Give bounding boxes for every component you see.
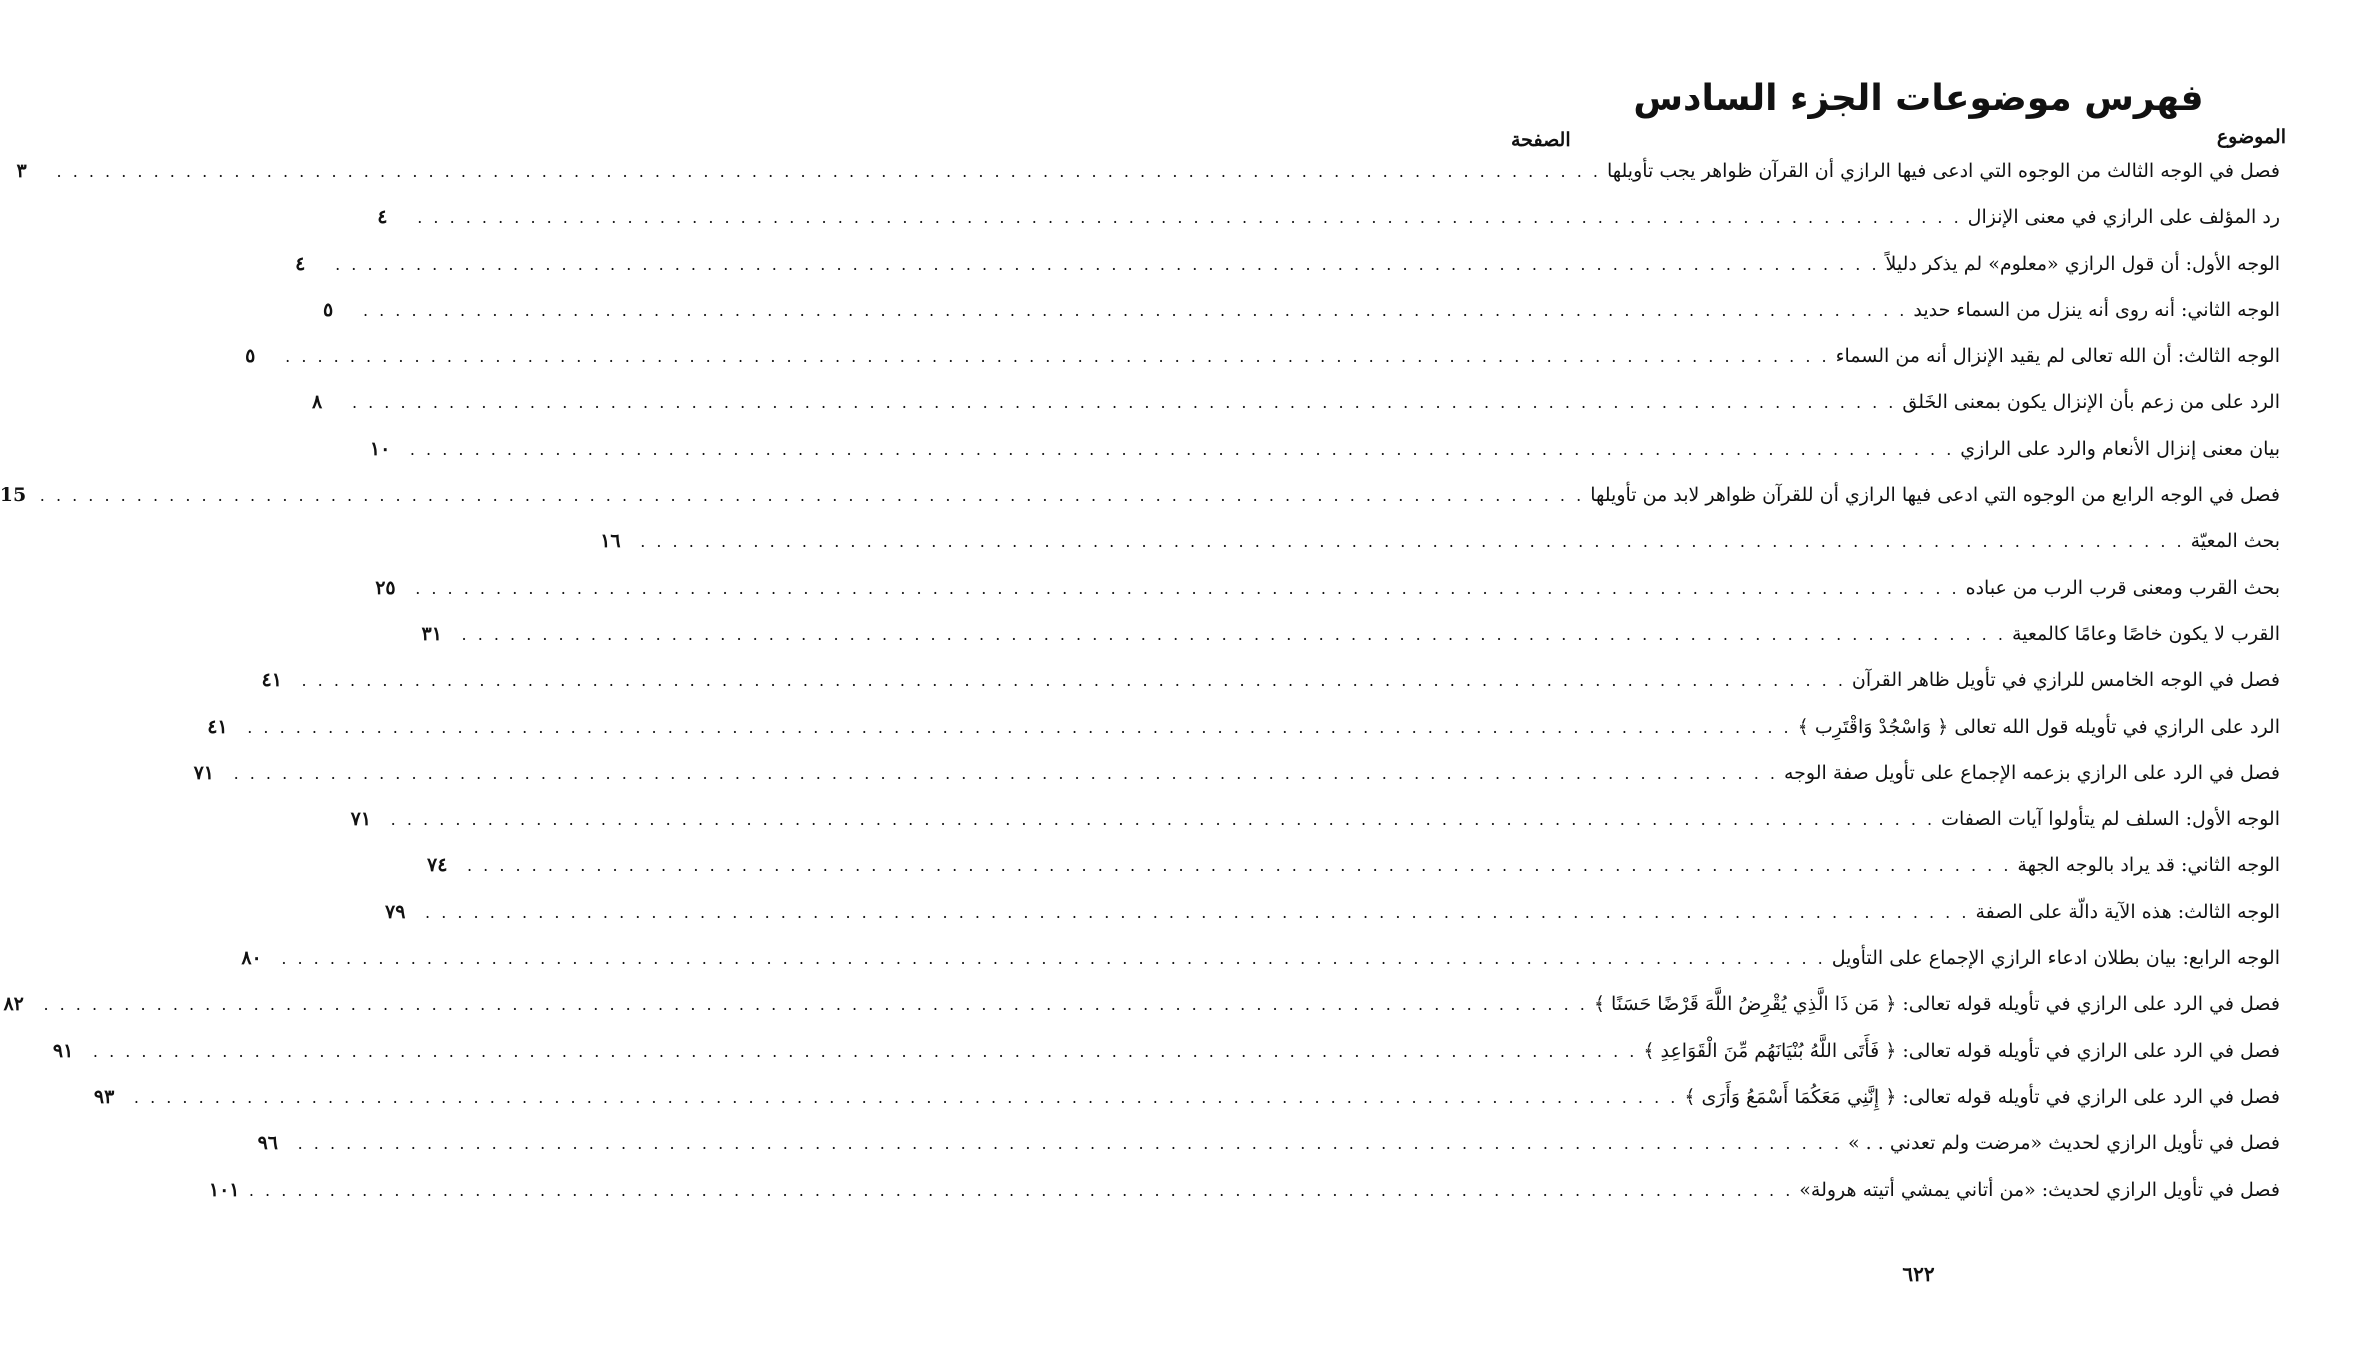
toc-entry-text: رد المؤلف على الرازي في معنى الإنزال [1967,206,2280,229]
toc-entry-page: ٤ [295,252,306,275]
toc-entry [600,530,2280,576]
toc-entry-text: الرد على الرازي في تأويله قول الله تعالى ﴿ وَاسْجُدْ وَاقْتَرِب ﴾ [1797,715,2280,738]
toc-entry-page: ٣١ [421,622,442,645]
dot-leader [298,1134,1842,1153]
dot-leader [462,625,2006,644]
toc-entry-text: الوجه الأول: السلف لم يتأولوا آيات الصفات [1941,808,2280,831]
dot-leader [363,301,1907,320]
toc-entry-page: ٩٣ [93,1085,115,1108]
dot-leader [415,579,1959,598]
topic-column-header: الموضوع [2216,126,2286,148]
toc-entry-text: فصل في تأويل الرازي لحديث: «من أتاني يمشي أتيته هرولة» [1799,1178,2280,1201]
page-number: ٦٢٢ [1902,1262,1935,1286]
toc-entry-text: فصل في الرد على الرازي في تأويله قوله تعالى: ﴿ فَأَتَى اللَّهُ بُنْيَانَهُم مِّنَ الْقَوَاعِدِ ﴾ [1643,1039,2280,1062]
toc-entry [207,715,2280,762]
toc-entry-page: ٥ [322,298,334,321]
dot-leader [352,393,1896,412]
toc-entry-page: ٤١ [261,669,282,692]
toc-entry-page: ٣ [16,160,27,182]
dot-leader [234,764,1778,783]
toc-entry [208,1178,2280,1225]
toc-entry-page: ١٠١ [208,1178,240,1201]
dot-leader [417,208,1961,227]
toc-entry-page: ٧١ [193,761,214,784]
toc-entry [16,160,2280,206]
toc-entry-text: الوجه الثالث: أن الله تعالى لم يقيد الإنزال أنه من السماء [1835,345,2280,368]
toc-entry-text: الرد على من زعم بأن الإنزال يكون بمعنى الخَلق [1902,391,2280,414]
toc-entry [375,576,2280,623]
dot-leader [40,486,1584,505]
toc-entry-page: ٩١ [52,1039,74,1062]
toc-entry-page: ١٦ [600,530,621,553]
toc-entry [52,1039,2280,1086]
dot-leader [249,1181,1793,1200]
toc-entry [245,345,2280,391]
dot-leader [93,1042,1637,1061]
dot-leader [281,949,1825,968]
toc-entry [241,947,2280,993]
dot-leader [302,671,1846,690]
toc-entry [0,484,2280,530]
toc-entry-text: فصل في الرد على الرازي في تأويله قوله تعالى: ﴿ مَن ذَا الَّذِي يُقْرِضُ اللَّهَ قَرْضًا حَسَنًا ﴾ [1593,993,2280,1016]
toc-entry-text: الوجه الثاني: أنه روى أنه ينزل من السماء حديد [1913,298,2280,321]
toc-entry [426,854,2280,900]
toc-entry [261,669,2280,715]
table-of-contents [0,160,2280,1225]
toc-entry [257,1132,2280,1178]
toc-entry-text: فصل في الوجه الثالث من الوجوه التي ادعى فيها الرازي أن القرآن ظواهر يجب تأويلها [1606,160,2280,182]
toc-entry-page: ٤ [377,206,388,229]
toc-entry-page: ٨٠ [241,947,262,970]
toc-entry-page: ٩٦ [257,1132,279,1155]
toc-entry [193,761,2280,808]
toc-entry-page: ٧١ [350,808,372,831]
page-title: فهرس موضوعات الجزء السادس [1633,78,2204,119]
toc-entry-text: الوجه الثاني: قد يراد بالوجه الجهة [2017,854,2280,877]
toc-entry-page: ٢٥ [375,576,396,599]
toc-entry-page: 15 [0,484,27,507]
toc-entry-text: القرب لا يكون خاصًا وعامًا كالمعية [2011,622,2280,645]
dot-leader [391,810,1935,829]
toc-entry-text: الوجه الرابع: بيان بطلان ادعاء الرازي الإجماع على التأويل [1831,947,2280,970]
toc-entry-page: ٨٢ [3,993,24,1016]
toc-entry-text: فصل في الرد على الرازي في تأويله قوله تعالى: ﴿ إِنَّنِي مَعَكُمَا أَسْمَعُ وَأَرَى ﴾ [1684,1085,2280,1108]
dot-leader [335,255,1879,274]
toc-entry-text: الوجه الأول: أن قول الرازي «معلوم» لم يذكر دليلاً [1885,252,2280,275]
toc-entry [421,622,2280,669]
toc-entry-text: فصل في الرد على الرازي بزعمه الإجماع على تأويل صفة الوجه [1783,761,2280,784]
dot-leader [247,718,1791,737]
toc-entry-text: فصل في الوجه الخامس للرازي في تأويل ظاهر القرآن [1851,669,2280,692]
dot-leader [57,162,1601,181]
toc-entry-text: الوجه الثالث: هذه الآية دالّة على الصفة [1975,900,2280,923]
toc-entry [377,206,2280,252]
toc-entry-page: ٧٩ [385,900,406,923]
toc-entry [369,437,2280,484]
toc-entry-text: بحث القرب ومعنى قرب الرب من عباده [1965,576,2280,599]
toc-entry [322,298,2280,345]
toc-entry-page: ١٠ [369,437,391,460]
dot-leader [134,1088,1678,1107]
page-column-header: الصفحة [1511,129,1571,151]
toc-entry-text: فصل في الوجه الرابع من الوجوه التي ادعى فيها الرازي أن للقرآن ظواهر لابد من تأويلها [1590,484,2280,507]
toc-entry-page: ٤١ [207,715,228,738]
toc-entry-page: ٥ [245,345,256,368]
toc-entry-text: فصل في تأويل الرازي لحديث «مرضت ولم تعدني . . » [1848,1132,2280,1155]
toc-entry [311,391,2280,437]
dot-leader [43,995,1587,1014]
toc-entry [350,808,2280,854]
toc-entry-text: بيان معنى إنزال الأنعام والرد على الرازي [1960,437,2280,460]
toc-entry [385,900,2280,947]
toc-entry-page: ٧٤ [426,854,448,877]
dot-leader [425,903,1969,922]
dot-leader [410,440,1954,459]
toc-entry [295,252,2280,299]
toc-entry [3,993,2280,1039]
toc-entry [93,1085,2280,1132]
dot-leader [640,532,2184,551]
toc-entry-page: ٨ [311,391,323,414]
dot-leader [285,347,1829,366]
toc-entry-text: بحث المعيّة [2190,530,2280,553]
dot-leader [467,856,2011,875]
